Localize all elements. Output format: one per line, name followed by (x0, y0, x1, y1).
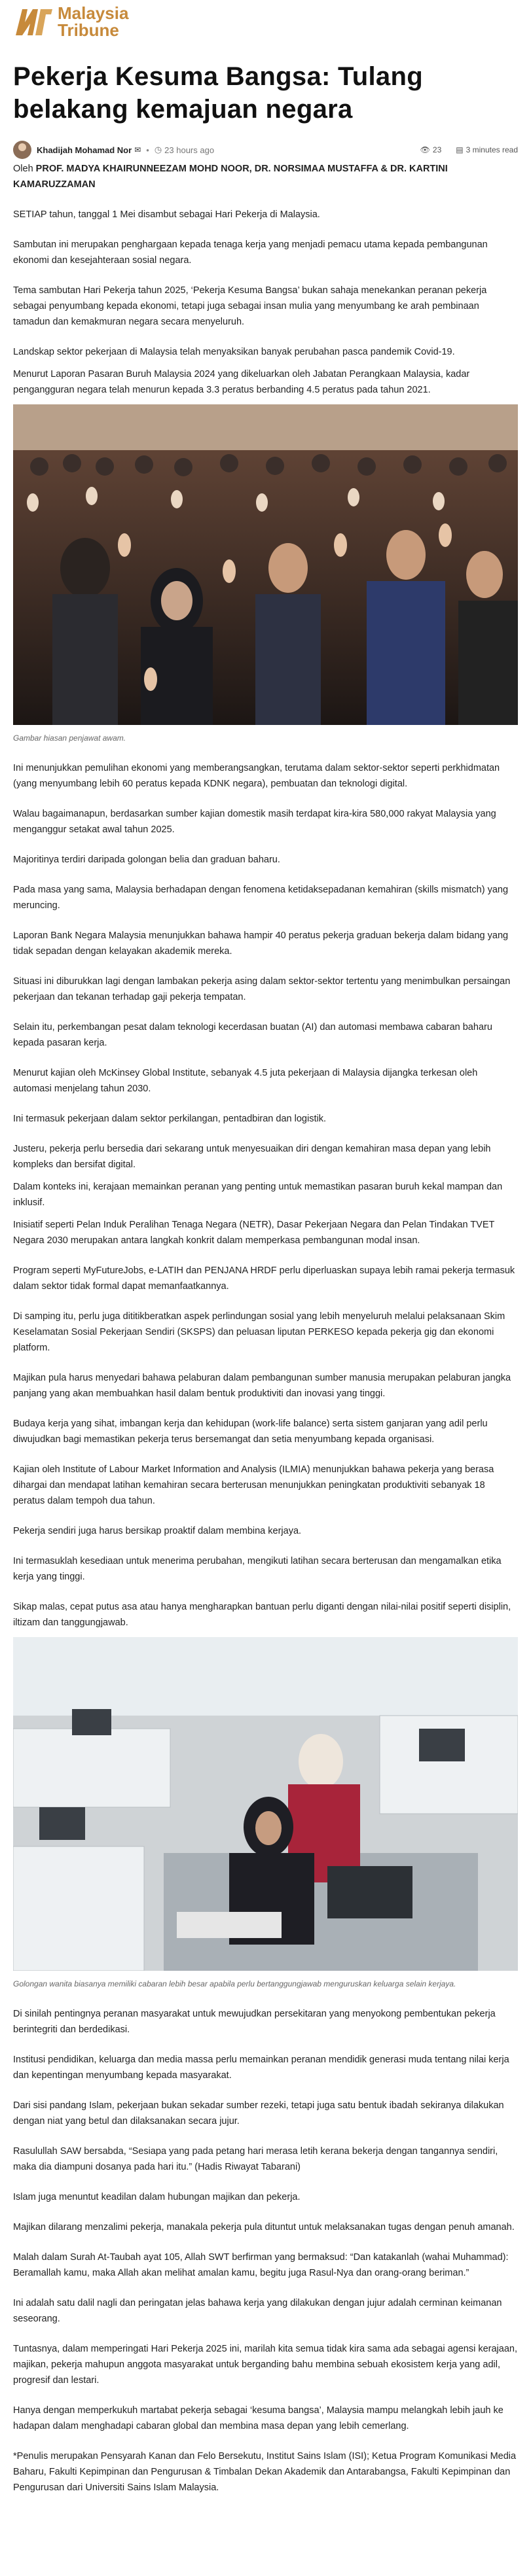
byline (13, 161, 518, 192)
paragraph: Kajian oleh Institute of Labour Market Information and Analysis (ILMIA) menunjukkan bahawa pekerja yang berasa dihargai dan mendapat latihan kemahiran secara berterusan menunjukkan peningkatan produktiviti sebanyak 18 peratus dalam tempoh dua tahun. (13, 1464, 494, 1506)
paragraph: Institusi pendidikan, keluarga dan media massa perlu memainkan peranan mendidik generasi muda tentang nilai kerja dan kepentingan menyumbang kepada masyarakat. (13, 2055, 509, 2081)
paragraph: Ini menunjukkan pemulihan ekonomi yang memberangsangkan, terutama dalam sektor-sektor seperti perkhidmatan (yang menyumbang lebih 60 peratus kepada KDNK negara), pembuatan dan teknologi digital. (13, 763, 500, 789)
paragraph: Program seperti MyFutureJobs, e-LATIH dan PENJANA HRDF perlu diperluaskan supaya lebih ramai pekerja termasuk dalam sektor tidak formal dapat memanfaatkannya. (13, 1265, 515, 1292)
author-avatar[interactable] (13, 141, 31, 159)
paragraph: Menurut Laporan Pasaran Buruh Malaysia 2024 yang dikeluarkan oleh Jabatan Perangkaan Malaysia, kadar pengangguran negara telah menurun kepada 3.3 peratus berbanding 4.5 peratus pada tahun 2021. (13, 369, 470, 395)
logo-wordmark (58, 5, 128, 39)
paragraph: Tuntasnya, dalam memperingati Hari Pekerja 2025 ini, marilah kita semua tidak kira sama ada sebagai agensi kerajaan, majikan, pekerja mahupun anggota masyarakat untuk berganding bahu membina sebuah ekosistem kerja yang adil, progresif dan lestari. (13, 2344, 517, 2386)
logo-line-2: Tribune (58, 20, 119, 40)
site-logo[interactable] (13, 5, 128, 39)
paragraph: Sambutan ini merupakan penghargaan kepada tenaga kerja yang menjadi pemacu utama kepada pembangunan ekonomi dan kesejahteraan sosial negara. (13, 239, 488, 266)
article-body (13, 161, 518, 2496)
paragraph: SETIAP tahun, tanggal 1 Mei disambut sebagai Hari Pekerja di Malaysia. (13, 209, 320, 220)
figure-women-office (13, 1637, 518, 1992)
paragraph: Sikap malas, cepat putus asa atau hanya mengharapkan bantuan perlu diganti dengan nilai-nilai positif seperti disiplin, iltizam dan tanggungjawab. (13, 1602, 511, 1628)
paragraph: Di samping itu, perlu juga dititikberatkan aspek perlindungan sosial yang lebih menyeluruh melalui pelaksanaan Skim Keselamatan Sosial Pekerjaan Sendiri (SKSPS) dan peluasan liputan PERKESO kepada pekerja gig dan ekonomi platform. (13, 1311, 505, 1353)
clock-icon: ◷ (154, 145, 162, 154)
photo-caption: Golongan wanita biasanya memiliki cabaran lebih besar apabila perlu bertanggungjawab menguruskan keluarga selain kerjaya. (13, 1979, 456, 1988)
post-time: 23 hours ago (164, 145, 215, 155)
paragraph: Justeru, pekerja perlu bersedia dari sekarang untuk menyesuaikan diri dengan kemahiran masa depan yang lebih kompleks dan bersifat digital. (13, 1144, 491, 1170)
paragraph: Ini termasuk pekerjaan dalam sektor perkilangan, pentadbiran dan logistik. (13, 1114, 326, 1124)
byline-authors: PROF. MADYA KHAIRUNNEEZAM MOHD NOOR, DR. NORSIMAA MUSTAFFA & DR. KARTINI KAMARUZZAMAN (13, 164, 448, 190)
logo-mark-icon (13, 5, 54, 38)
paragraph: Laporan Bank Negara Malaysia menunjukkan bahawa hampir 40 peratus pekerja graduan bekerja dalam bidang yang tidak sepadan dengan kelayakan akademik mereka. (13, 930, 509, 957)
paragraph: Landskap sektor pekerjaan di Malaysia telah menyaksikan banyak perubahan pasca pandemik Covid-19. (13, 347, 455, 357)
paragraph: Dalam konteks ini, kerajaan memainkan peranan yang penting untuk memastikan pasaran buruh kekal mampan dan inklusif. (13, 1182, 503, 1208)
paragraph: Walau bagaimanapun, berdasarkan sumber kajian domestik masih terdapat kira-kira 580,000 rakyat Malaysia yang menganggur setakat awal tahun 2025. (13, 809, 496, 835)
paragraph: Rasulullah SAW bersabda, “Sesiapa yang pada petang hari merasa letih kerana bekerja dengan tangannya sendiri, maka dia diampuni dosanya pada hari itu.” (Hadis Riwayat Tabarani) (13, 2146, 498, 2172)
paragraph: Inisiatif seperti Pelan Induk Peralihan Tenaga Negara (NETR), Dasar Pekerjaan Negara dan Pelan Tindakan TVET Negara 2030 merupakan antara langkah konkrit dalam memperkasa pembangunan modal insan. (13, 1220, 495, 1246)
paragraph: Dari sisi pandang Islam, pekerjaan bukan sekadar sumber rezeki, tetapi juga satu bentuk ibadah sekiranya dilakukan dengan niat yang betul dan dilaksanakan secara jujur. (13, 2100, 504, 2126)
paragraph: Situasi ini diburukkan lagi dengan lambakan pekerja asing dalam sektor-sektor tertentu yang menimbulkan persaingan pekerjaan dan tekanan terhadap gaji pekerja tempatan. (13, 976, 511, 1002)
meta-separator: • (146, 145, 149, 155)
author-footnote: *Penulis merupakan Pensyarah Kanan dan Felo Bersekutu, Institut Sains Islam (ISI); Ketua Program Komunikasi Media Baharu, Fakulti Kepimpinan dan Pengurusan & Timbalan Dekan Akademik dan Antarabangsa, Fakulti Kepimpinan dan Pengurusan dari Universiti Sains Islam Malaysia. (13, 2451, 517, 2493)
paragraph: Budaya kerja yang sihat, imbangan kerja dan kehidupan (work-life balance) serta sistem ganjaran yang adil perlu diwujudkan bagi memastikan pekerja terus bersemangat dan setia menyumbang kepada organisasi. (13, 1419, 488, 1445)
paragraph: Majikan pula harus menyedari bahawa pelaburan dalam pembangunan sumber manusia merupakan pelaburan jangka panjang yang akan membuahkan hasil dalam bentuk produktiviti dan inovasi yang tinggi. (13, 1373, 511, 1399)
mail-icon[interactable]: ✉ (134, 145, 141, 154)
paragraph: Pada masa yang sama, Malaysia berhadapan dengan fenomena ketidaksepadanan kemahiran (skills mismatch) yang meruncing. (13, 885, 509, 911)
view-count: 23 (432, 145, 442, 154)
figure-civil-servants (13, 404, 518, 746)
eye-icon: 👁 (420, 145, 430, 154)
article-stats (418, 145, 518, 154)
logo-line-1: Malaysia (58, 3, 129, 23)
photo-caption: Gambar hiasan penjawat awam. (13, 733, 126, 743)
paragraph: Menurut kajian oleh McKinsey Global Institute, sebanyak 4.5 juta pekerjaan di Malaysia dijangka terkesan oleh automasi menjelang tahun 2030. (13, 1068, 478, 1094)
paragraph: Hanya dengan memperkukuh martabat pekerja sebagai ‘kesuma bangsa’, Malaysia mampu melangkah lebih jauh ke hadapan dalam menghadapi cabaran global dan membina masa depan yang lebih cemerlang. (13, 2405, 504, 2431)
paragraph: Majikan dilarang menzalimi pekerja, manakala pekerja pula dituntut untuk melaksanakan tugas dengan penuh amanah. (13, 2222, 515, 2232)
photo-civil-servants-oath (13, 404, 518, 725)
photo-women-office-workers (13, 1637, 518, 1971)
article-title: Pekerja Kesuma Bangsa: Tulang belakang kemajuan negara (13, 62, 423, 124)
paragraph: Malah dalam Surah At-Taubah ayat 105, Allah SWT berfirman yang bermaksud: “Dan katakanlah (wahai Muhammad): Beramallah kamu, maka Allah akan melihat amalan kamu, begitu juga Rasul-Nya dan orang-orang beriman.” (13, 2252, 509, 2278)
read-time: 3 minutes read (466, 145, 518, 154)
masthead (13, 0, 518, 43)
author-name[interactable]: Khadijah Mohamad Nor (37, 145, 132, 155)
paragraph: Tema sambutan Hari Pekerja tahun 2025, ‘Pekerja Kesuma Bangsa’ bukan sahaja menekankan peranan pekerja sebagai penyumbang kepada ekonomi, tetapi juga sebagai insan mulia yang menyumbang ke arah pembinaan tamadun dan kemakmuran negara secara menyeluruh. (13, 285, 487, 327)
paragraph: Pekerja sendiri juga harus bersikap proaktif dalam membina kerjaya. (13, 1526, 302, 1536)
paragraph: Ini adalah satu dalil nagli dan peringatan jelas bahawa kerja yang dilakukan dengan jujur adalah cerminan keimanan seseorang. (13, 2298, 502, 2324)
paragraph: Di sinilah pentingnya peranan masyarakat untuk mewujudkan persekitaran yang menyokong pembentukan pekerja berintegriti dan berdedikasi. (13, 2009, 496, 2035)
paragraph: Ini termasuklah kesediaan untuk menerima perubahan, mengikuti latihan secara berterusan dan mengamalkan etika kerja yang tinggi. (13, 1556, 502, 1582)
byline-prefix: Oleh (13, 164, 36, 174)
document-icon: ▤ (456, 145, 464, 154)
paragraph: Islam juga menuntut keadilan dalam hubungan majikan dan pekerja. (13, 2192, 301, 2202)
paragraph: Selain itu, perkembangan pesat dalam teknologi kecerdasan buatan (AI) dan automasi membawa cabaran baharu kepada pasaran kerja. (13, 1022, 492, 1048)
paragraph: Majoritinya terdiri daripada golongan belia dan graduan baharu. (13, 855, 280, 865)
article-meta (13, 139, 518, 161)
